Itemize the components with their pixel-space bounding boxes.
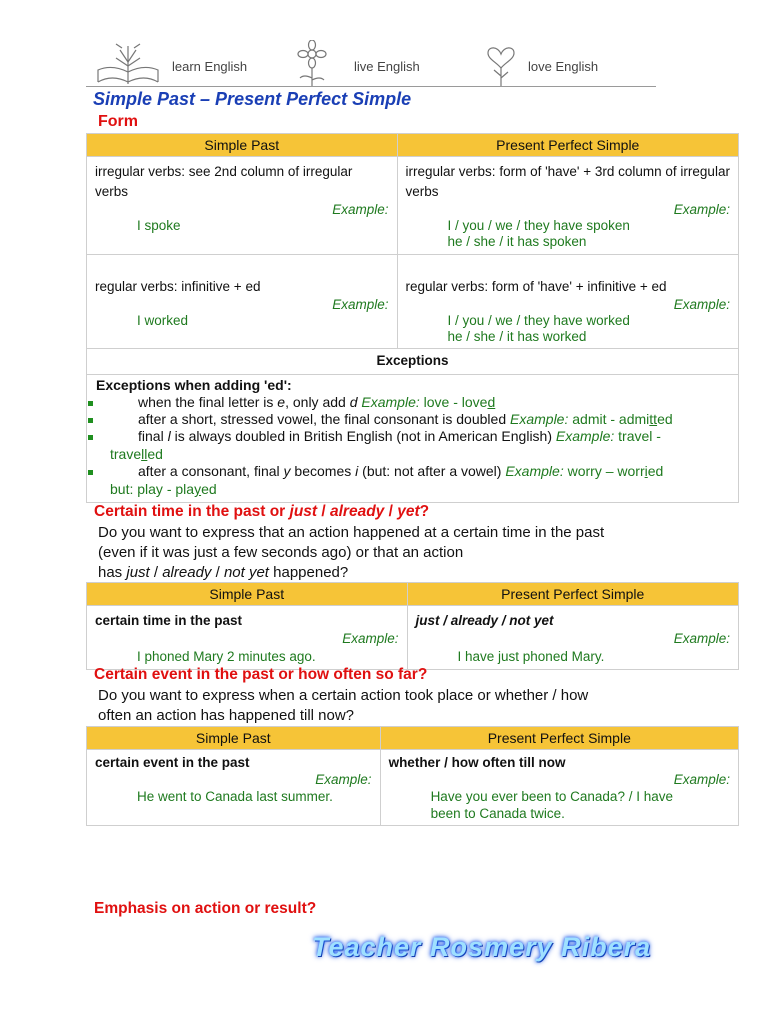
exception-item-continued: travelled (110, 446, 163, 462)
col-present-perfect: Present Perfect Simple (380, 727, 738, 750)
col-simple-past: Simple Past (87, 727, 381, 750)
brand-learn: learn English (172, 59, 248, 74)
tree-book-icon (92, 40, 164, 88)
header-logos (88, 40, 658, 88)
event-left-label: certain event in the past (95, 755, 250, 770)
flower-icon (288, 40, 336, 88)
time-left-label: certain time in the past (95, 613, 243, 628)
exception-item: when the final letter is e, only add d Example: love - loved (138, 394, 496, 410)
exceptions-heading: Exceptions when adding 'ed': (96, 377, 292, 393)
irregular-row (87, 157, 739, 255)
event-right-example-2: been to Canada twice. (430, 806, 565, 821)
event-right-label: whether / how often till now (388, 755, 566, 770)
example-label: Example: (673, 772, 730, 787)
regular-left-text: regular verbs: infinitive + ed (95, 279, 261, 294)
emphasis-heading: Emphasis on action or result? (94, 900, 317, 917)
irregular-left-example: I spoke (137, 218, 181, 233)
example-label: Example: (332, 297, 389, 312)
event-table (86, 726, 739, 826)
time-row (87, 606, 739, 670)
event-heading: Certain event in the past or how often so far? (94, 666, 428, 683)
bullet-icon (88, 435, 93, 440)
example-label: Example: (332, 202, 389, 217)
heart-tree-icon (476, 40, 526, 88)
time-heading: Certain time in the past or just / already / yet? (94, 503, 430, 520)
regular-row (87, 255, 739, 349)
col-simple-past: Simple Past (87, 134, 398, 157)
example-label: Example: (673, 202, 730, 217)
regular-right-example-2: he / she / it has worked (447, 329, 587, 344)
time-left-example: I phoned Mary 2 minutes ago. (137, 649, 316, 664)
form-table-header (87, 134, 739, 157)
event-intro: Do you want to express when a certain action took place or whether / how often an action has happened till now? (98, 687, 589, 724)
page-title: Simple Past – Present Perfect Simple (93, 89, 412, 109)
regular-left-example: I worked (137, 313, 189, 328)
irregular-right-example-1: I / you / we / they have spoken (447, 218, 630, 233)
exception-item: after a consonant, final y becomes i (but: not after a vowel) Example: worry – worried (138, 463, 664, 479)
regular-right-text: regular verbs: form of 'have' + infinitive + ed (405, 279, 667, 294)
time-intro: Do you want to express that an action happened at a certain time in the past (even if it was just a few seconds ago) or that an action has just / already / not yet happened? (98, 524, 605, 581)
time-right-example: I have just phoned Mary. (457, 649, 605, 664)
bullet-icon (88, 470, 93, 475)
irregular-left-text: irregular verbs: see 2nd column of irregular verbs (95, 164, 353, 199)
bullet-icon (88, 418, 93, 423)
teacher-signature: Teacher Rosmery Ribera (312, 932, 652, 962)
exception-item-continued: but: play - played (110, 481, 217, 497)
event-right-example-1: Have you ever been to Canada? / I have (430, 789, 673, 804)
time-right-label: just / already / not yet (415, 613, 554, 628)
header-divider (86, 86, 656, 87)
brand-live: live English (354, 59, 420, 74)
bullet-icon (88, 401, 93, 406)
example-label: Example: (673, 297, 730, 312)
regular-right-example-1: I / you / we / they have worked (447, 313, 630, 328)
exception-item: after a short, stressed vowel, the final consonant is doubled Example: admit - admitted (138, 411, 673, 427)
col-present-perfect: Present Perfect Simple (407, 583, 739, 606)
exception-item: final l is always doubled in British English (not in American English) Example: travel - (138, 428, 661, 444)
event-left-example: He went to Canada last summer. (137, 789, 333, 804)
example-label: Example: (673, 631, 730, 646)
form-heading: Form (98, 113, 138, 130)
example-label: Example: (315, 772, 372, 787)
example-label: Example: (342, 631, 399, 646)
exceptions-title-row (87, 349, 739, 375)
event-row (87, 750, 739, 826)
col-simple-past: Simple Past (87, 583, 408, 606)
irregular-right-text: irregular verbs: form of 'have' + 3rd column of irregular verbs (405, 164, 730, 199)
time-table (86, 582, 739, 670)
form-table (86, 133, 739, 503)
brand-love: love English (528, 59, 599, 74)
exceptions-title: Exceptions (87, 349, 739, 375)
irregular-right-example-2: he / she / it has spoken (447, 234, 587, 249)
col-present-perfect: Present Perfect Simple (397, 134, 738, 157)
